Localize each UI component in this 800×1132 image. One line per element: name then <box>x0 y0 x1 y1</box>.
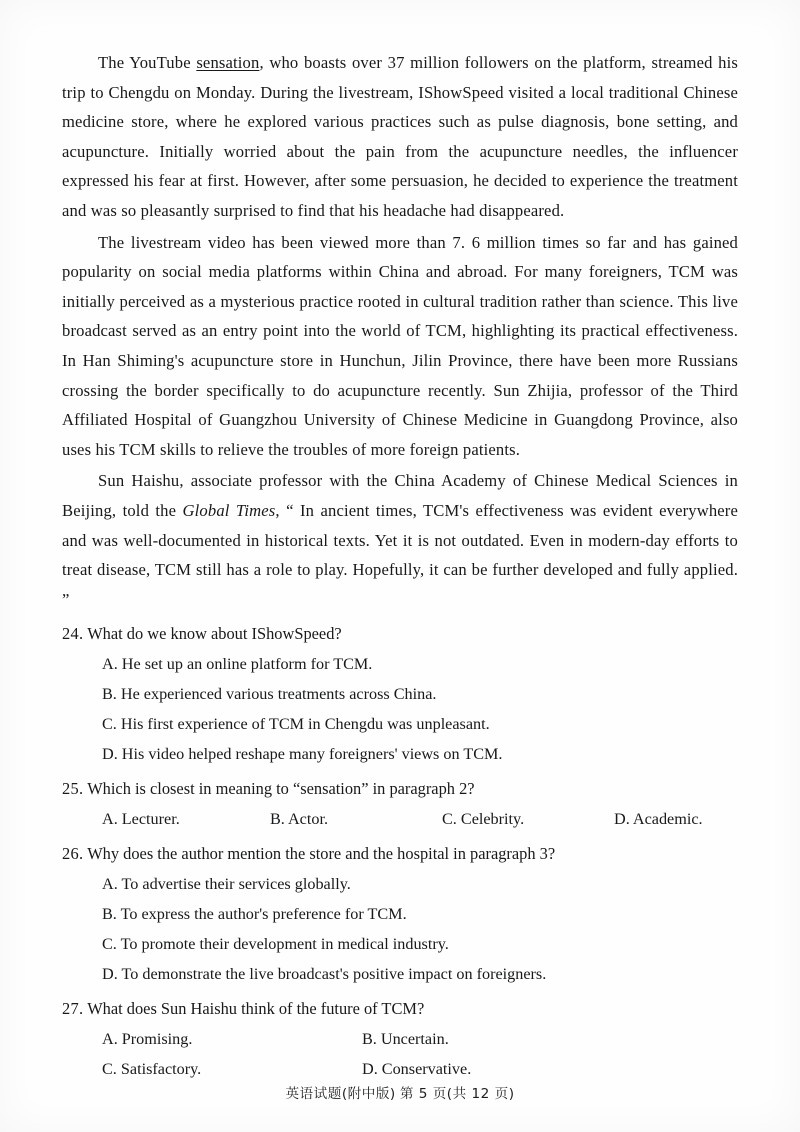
question-24-option-b[interactable]: B. He experienced various treatments across China. <box>102 685 437 704</box>
question-26-number: 26. <box>62 844 84 864</box>
question-25-option-a[interactable]: A. Lecturer. <box>102 810 180 829</box>
question-27-option-c[interactable]: C. Satisfactory. <box>102 1060 202 1079</box>
paragraph-2-run-1: The livestream video has been viewed more than 7. 6 million times so far and has gained popularity on social media platforms within China and abroad. For many foreigners, TCM was initially perceived as a mysterious practice rooted in cultural tradition rather than science. This live broadcast served as an entry point into the world of TCM, highlighting its practical effectiveness. In Han Shiming's acupuncture store in Hunchun, Jilin Province, there have been more Russians crossing the border specifically to do acupuncture recently. Sun Zhijia, professor of the Third Affiliated Hospital of Guangzhou University of Chinese Medicine in Guangdong Province, also uses his TCM skills to relieve the troubles of more foreign patients. <box>62 232 738 459</box>
question-27-number: 27. <box>62 999 84 1019</box>
question-27-option-a[interactable]: A. Promising. <box>102 1030 193 1049</box>
question-27-options-row-1 <box>62 1024 738 1054</box>
question-26-option-c[interactable]: C. To promote their development in medical industry. <box>102 935 449 954</box>
question-27 <box>62 994 738 1084</box>
paragraph-1-run-underlined: sensation <box>196 53 260 72</box>
question-26-option-a[interactable]: A. To advertise their services globally. <box>102 875 351 894</box>
paragraph-1-run-1: The YouTube <box>98 53 197 72</box>
paragraph-3-run-3: , “ In ancient times, TCM's effectiveness was evident everywhere and was well-documented in historical texts. Yet it is not outdated. Even in modern-day efforts to treat disease, TCM still has a role to play. Hopefully, it can be further developed and fully applied. ” <box>62 500 738 609</box>
question-26-option-d[interactable]: D. To demonstrate the live broadcast's positive impact on foreigners. <box>102 965 547 984</box>
question-24-text: What do we know about IShowSpeed? <box>87 624 342 644</box>
question-25-option-d[interactable]: D. Academic. <box>614 810 703 829</box>
question-25-text: Which is closest in meaning to “sensation” in paragraph 2? <box>87 779 475 799</box>
question-24-option-c[interactable]: C. His first experience of TCM in Chengdu was unpleasant. <box>102 715 490 734</box>
question-27-option-d[interactable]: D. Conservative. <box>362 1060 472 1079</box>
question-25-stem <box>62 774 738 804</box>
question-24 <box>62 619 738 769</box>
question-27-options-row-2 <box>62 1054 738 1084</box>
paragraph-1-run-3: , who boasts over 37 million followers on the platform, streamed his trip to Chengdu on Monday. During the livestream, IShowSpeed visited a local traditional Chinese medicine store, where he explored various practices such as pulse diagnosis, bone setting, and acupuncture. Initially worried about the pain from the acupuncture needles, the influencer expressed his fear at first. However, after some persuasion, he decided to experience the treatment and was so pleasantly surprised to find that his headache had disappeared. <box>62 53 738 220</box>
question-25 <box>62 774 738 834</box>
footer-subject: 英语试题 <box>285 1086 342 1102</box>
question-25-option-c[interactable]: C. Celebrity. <box>442 810 525 829</box>
footer-page-number: 第 5 页(共 12 页) <box>399 1086 515 1102</box>
question-24-stem <box>62 619 738 649</box>
question-27-stem <box>62 994 738 1024</box>
footer-edition: (附中版) <box>341 1086 396 1102</box>
question-26-stem <box>62 839 738 869</box>
question-24-number: 24. <box>62 624 84 644</box>
question-26-option-b[interactable]: B. To express the author's preference for TCM. <box>102 905 407 924</box>
question-27-text: What does Sun Haishu think of the future of TCM? <box>87 999 425 1019</box>
question-24-option-a[interactable]: A. He set up an online platform for TCM. <box>102 655 373 674</box>
paragraph-2 <box>62 228 738 465</box>
question-27-option-b[interactable]: B. Uncertain. <box>362 1030 449 1049</box>
question-25-option-b[interactable]: B. Actor. <box>270 810 329 829</box>
question-26 <box>62 839 738 989</box>
question-25-options-row <box>62 804 738 834</box>
question-26-text: Why does the author mention the store and the hospital in paragraph 3? <box>87 844 556 864</box>
page-footer <box>0 1082 800 1103</box>
paragraph-3-run-1: Sun Haishu, associate professor with the China Academy of Chinese Medical Sciences in Beijing, told the <box>62 471 738 520</box>
question-24-option-d[interactable]: D. His video helped reshape many foreigners' views on TCM. <box>102 745 503 764</box>
paragraph-3-run-italic: Global Times <box>182 500 276 520</box>
question-25-number: 25. <box>62 779 84 799</box>
page-content <box>62 48 738 1084</box>
paragraph-1 <box>62 48 738 226</box>
paragraph-3 <box>62 466 738 614</box>
